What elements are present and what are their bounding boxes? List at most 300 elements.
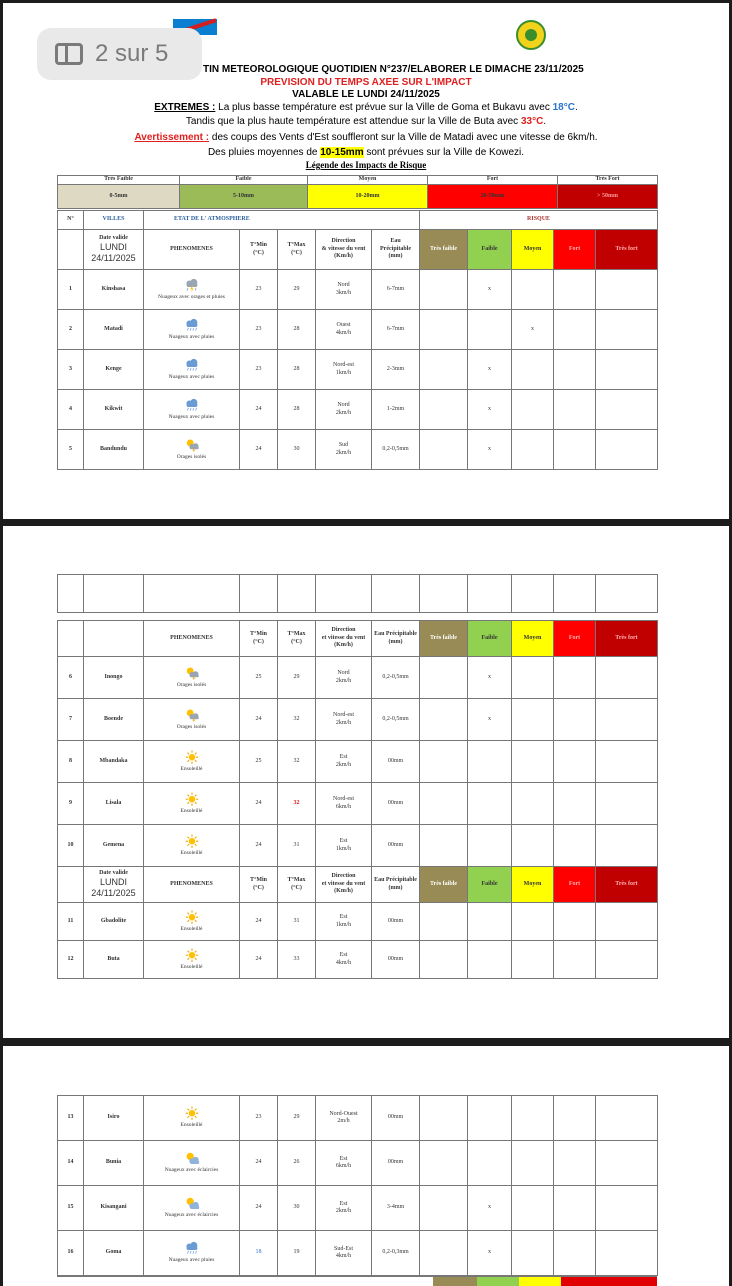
col-tmin: T°Min (°C)	[240, 230, 278, 270]
tmin-value: 24	[240, 783, 278, 825]
rain-value: 6-7mm	[372, 310, 420, 350]
rain-line	[3, 147, 729, 158]
warning-label: Avertissement :	[134, 132, 210, 143]
col-rain: Eau Précipitable (mm)	[372, 867, 420, 903]
risk-cell	[420, 270, 468, 310]
cloud-rain-icon	[183, 398, 201, 412]
storm-rain-icon	[183, 278, 201, 292]
page-indicator-badge[interactable]	[37, 28, 202, 80]
risk-legend-table	[57, 175, 658, 209]
phenomenon-cell	[144, 430, 240, 470]
risk-cell	[468, 741, 512, 783]
table-row	[58, 1231, 658, 1276]
row-number: 9	[58, 783, 84, 825]
risk-cell	[554, 390, 596, 430]
phenomenon-text: Ensoleillé	[180, 765, 203, 772]
table-row	[58, 310, 658, 350]
table-row	[58, 350, 658, 390]
extremes-text: La plus basse température est prévue sur la Ville de Goma et Bukavu avec	[215, 102, 553, 113]
extremes-min-value: 18°C	[552, 102, 575, 113]
tmin-value: 24	[240, 699, 278, 741]
city-name: Kisangani	[84, 1186, 144, 1231]
row-number: 12	[58, 941, 84, 979]
row-number: 16	[58, 1231, 84, 1276]
risk-cell	[596, 350, 658, 390]
risk-cell	[420, 390, 468, 430]
tmax-value: 31	[278, 903, 316, 941]
legend-level: Moyen	[308, 176, 428, 185]
risk-high-header: Fort	[554, 230, 596, 270]
wind-speed: 2m/h	[337, 1118, 350, 1124]
risk-medium-header: Moyen	[512, 867, 554, 903]
wind-speed: 1km/h	[335, 369, 352, 376]
city-name: Buta	[84, 941, 144, 979]
row-number: 6	[58, 657, 84, 699]
risk-cell	[596, 270, 658, 310]
legend-range: 5-10mm	[180, 185, 308, 209]
risk-cell	[420, 657, 468, 699]
wind-speed: 1km/h	[335, 845, 352, 852]
phenomenon-text: Ensoleillé	[180, 807, 203, 814]
risk-cell	[554, 699, 596, 741]
col-tmax: T°Max (°C)	[278, 621, 316, 657]
wind-cell	[316, 741, 372, 783]
wind-speed: 4km/h	[335, 329, 352, 336]
risk-mark: x	[468, 1186, 512, 1231]
col-rain: Eau Précipitable (mm)	[372, 621, 420, 657]
wind-speed: 6km/h	[335, 1163, 352, 1169]
rain-value: 10-15mm	[320, 147, 364, 158]
table-row	[58, 390, 658, 430]
empty-table-row	[57, 574, 658, 613]
phenomenon-cell	[144, 741, 240, 783]
risk-cell	[554, 657, 596, 699]
city-name: Isiro	[84, 1096, 144, 1141]
risk-cell	[512, 1141, 554, 1186]
risk-cell	[596, 941, 658, 979]
col-rain: Eau Précipitable (mm)	[372, 230, 420, 270]
phenomenon-text: Nuageux avec éclaircies	[164, 1212, 219, 1219]
wind-cell	[316, 783, 372, 825]
row-number: 2	[58, 310, 84, 350]
col-tmax: T°Max (°C)	[278, 867, 316, 903]
rain-value: 3-4mm	[372, 1186, 420, 1231]
phenomenon-text: Orages isolés	[176, 453, 207, 460]
phenomenon-text: Nuageux avec pluies	[168, 1257, 215, 1264]
phenomenon-text: Orages isolés	[176, 723, 207, 730]
rain-text-b: sont prévues sur la Ville de Kowezi.	[363, 147, 525, 158]
wind-direction: Nord-est	[333, 796, 354, 802]
col-no: N°	[58, 211, 84, 230]
phenomenon-cell	[144, 657, 240, 699]
risk-very-high-header: Très fort	[596, 867, 658, 903]
rain-value: 6-7mm	[372, 270, 420, 310]
rain-value: 00mm	[372, 1096, 420, 1141]
risk-cell	[554, 1096, 596, 1141]
rain-value: 0,2-0,3mm	[372, 1231, 420, 1276]
risk-cell	[468, 903, 512, 941]
bulletin-title: TIN METEOROLOGIQUE QUOTIDIEN N°237/ELABORER LE DIMACHE 23/11/2025	[203, 64, 584, 75]
city-name: Inongo	[84, 657, 144, 699]
tmax-value: 31	[278, 825, 316, 867]
high-temp-end: .	[543, 116, 547, 127]
forecast-table-2	[57, 620, 658, 979]
city-name: Kinshasa	[84, 270, 144, 310]
tmin-value: 24	[240, 941, 278, 979]
tmax-value: 28	[278, 390, 316, 430]
phenomenon-cell	[144, 903, 240, 941]
col-wind: Direction et vitesse du vent (Km/h)	[316, 867, 372, 903]
risk-mark: x	[468, 390, 512, 430]
table-row	[58, 783, 658, 825]
tmax-value: 28	[278, 310, 316, 350]
table-row	[58, 699, 658, 741]
risk-cell	[512, 1186, 554, 1231]
table-row	[58, 270, 658, 310]
wind-direction: Sud-Est	[333, 1245, 353, 1252]
rain-value: 00mm	[372, 741, 420, 783]
col-risque: RISQUE	[420, 211, 658, 230]
risk-cell	[596, 903, 658, 941]
phenomenon-cell	[144, 825, 240, 867]
table-row	[58, 825, 658, 867]
risk-cell	[596, 310, 658, 350]
high-temp-line	[3, 116, 729, 127]
rain-value: 00mm	[372, 825, 420, 867]
cloud-rain-icon	[183, 318, 201, 332]
tmin-value: 23	[240, 1096, 278, 1141]
tmin-value: 24	[240, 1141, 278, 1186]
risk-cell	[512, 1231, 554, 1276]
risk-cell	[512, 390, 554, 430]
phenomenon-text: Nuageux avec pluies	[168, 373, 215, 380]
wind-cell	[316, 657, 372, 699]
wind-cell	[316, 1186, 372, 1231]
pages-icon	[55, 43, 83, 65]
tmin-value: 25	[240, 741, 278, 783]
sun-icon	[183, 834, 201, 848]
phenomenon-cell	[144, 1231, 240, 1276]
row-number: 5	[58, 430, 84, 470]
risk-very-low-header: Très faible	[420, 230, 468, 270]
risk-cell	[512, 657, 554, 699]
wind-cell	[316, 310, 372, 350]
wind-direction: Nord	[337, 402, 350, 408]
wind-cell	[316, 941, 372, 979]
row-number: 4	[58, 390, 84, 430]
phenomenon-text: Nuageux avec éclaircies	[164, 1167, 219, 1174]
wind-cell	[316, 430, 372, 470]
risk-mark: x	[468, 430, 512, 470]
risk-cell	[512, 741, 554, 783]
phenomenon-cell	[144, 310, 240, 350]
col-tmin: T°Min (°C)	[240, 867, 278, 903]
risk-cell	[596, 825, 658, 867]
rain-value: 00mm	[372, 903, 420, 941]
risk-cell	[596, 1186, 658, 1231]
risk-medium-header: Moyen	[512, 621, 554, 657]
wind-speed: 6km/h	[335, 803, 352, 810]
tmax-value: 29	[278, 270, 316, 310]
tmax-value: 32	[278, 741, 316, 783]
row-number: 14	[58, 1141, 84, 1186]
risk-cell	[420, 1186, 468, 1231]
phenomenon-cell	[144, 270, 240, 310]
col-phenomenes: PHENOMENES	[144, 867, 240, 903]
wind-cell	[316, 270, 372, 310]
risk-medium-header: Moyen	[512, 230, 554, 270]
wind-cell	[316, 390, 372, 430]
rain-value: 1-2mm	[372, 390, 420, 430]
city-name: Gbadolite	[84, 903, 144, 941]
legend-range: 10-20mm	[308, 185, 428, 209]
risk-cell	[420, 1231, 468, 1276]
rain-value: 0,2-0,5mm	[372, 699, 420, 741]
wind-cell	[316, 1096, 372, 1141]
wind-cell	[316, 825, 372, 867]
col-phenomenes: PHENOMENES	[144, 621, 240, 657]
row-number: 3	[58, 350, 84, 390]
legend-level: Fort	[428, 176, 558, 185]
table-row	[58, 741, 658, 783]
legend-range: 20-50mm	[428, 185, 558, 209]
phenomenon-cell	[144, 783, 240, 825]
tmin-value: 24	[240, 825, 278, 867]
risk-cell	[420, 310, 468, 350]
phenomenon-text: Ensoleillé	[180, 925, 203, 932]
rain-value: 00mm	[372, 1141, 420, 1186]
risk-cell	[596, 657, 658, 699]
risk-mark: x	[468, 270, 512, 310]
wind-direction: Est	[339, 1155, 348, 1162]
risk-cell	[596, 430, 658, 470]
risk-cell	[554, 1141, 596, 1186]
risk-cell	[512, 270, 554, 310]
risk-cell	[468, 1096, 512, 1141]
risk-high-header: Fort	[554, 621, 596, 657]
wind-direction: Nord-est	[333, 362, 354, 368]
legend-title: Légende des Impacts de Risque	[305, 160, 427, 170]
table-row	[58, 1186, 658, 1231]
risk-very-low-header: Très faible	[420, 621, 468, 657]
row-number: 10	[58, 825, 84, 867]
wind-direction: Nord	[337, 282, 350, 288]
tmax-value: 33	[278, 941, 316, 979]
tmax-value: 30	[278, 1186, 316, 1231]
wind-direction: Nord	[337, 670, 350, 676]
wind-speed: 2km/h	[335, 677, 352, 684]
sun-icon	[183, 792, 201, 806]
sun-icon	[183, 910, 201, 924]
wind-cell	[316, 699, 372, 741]
risk-cell	[596, 1096, 658, 1141]
phenomenon-text: Orages isolés	[176, 681, 207, 688]
risk-cell	[596, 1231, 658, 1276]
validity-line: VALABLE LE LUNDI 24/11/2025	[292, 89, 440, 100]
risk-cell	[554, 783, 596, 825]
table-row	[58, 1096, 658, 1141]
col-etat: ETAT DE L' ATMOSPHERE	[144, 211, 420, 230]
risk-cell	[512, 350, 554, 390]
document-page-1	[3, 3, 729, 519]
city-name: Goma	[84, 1231, 144, 1276]
rain-value: 00mm	[372, 783, 420, 825]
tmax-value: 29	[278, 1096, 316, 1141]
risk-mark: x	[468, 350, 512, 390]
city-name: Lisala	[84, 783, 144, 825]
phenomenon-cell	[144, 350, 240, 390]
risk-cell	[554, 825, 596, 867]
phenomenon-text: Nuageux avec pluies	[168, 333, 215, 340]
row-number: 8	[58, 741, 84, 783]
table-row	[58, 1141, 658, 1186]
city-name: Bunia	[84, 1141, 144, 1186]
tmax-value: 28	[278, 350, 316, 390]
risk-cell	[420, 699, 468, 741]
risk-cell	[468, 1141, 512, 1186]
table-row	[58, 903, 658, 941]
document-page-3	[3, 1046, 729, 1286]
col-wind: Direction & vitesse du vent (Km/h)	[316, 230, 372, 270]
phenomenon-text: Ensoleillé	[180, 963, 203, 970]
legend-range: 0-5mm	[58, 185, 180, 209]
tmin-value: 23	[240, 310, 278, 350]
risk-high-header: Fort	[554, 867, 596, 903]
city-name: Matadi	[84, 310, 144, 350]
tmax-value: 32	[278, 783, 316, 825]
rain-text-a: Des pluies moyennes de	[207, 147, 321, 158]
risk-cell	[420, 350, 468, 390]
city-name: Boende	[84, 699, 144, 741]
row-number: 15	[58, 1186, 84, 1231]
table-row	[58, 430, 658, 470]
rain-value: 00mm	[372, 941, 420, 979]
risk-cell	[512, 825, 554, 867]
rain-value: 0,2-0,5mm	[372, 657, 420, 699]
phenomenon-text: Nuageux avec pluies	[168, 413, 215, 420]
risk-mark: x	[468, 657, 512, 699]
date-cell: Date valide LUNDI 24/11/2025	[84, 230, 144, 270]
risk-cell	[420, 1096, 468, 1141]
wind-speed: 2km/h	[335, 409, 352, 416]
warning-line	[3, 132, 729, 143]
wind-direction: Est	[339, 838, 348, 844]
risk-cell	[554, 310, 596, 350]
tmin-value: 24	[240, 1186, 278, 1231]
sun-cloud-icon	[183, 1196, 201, 1210]
forecast-table-3	[57, 1095, 658, 1276]
risk-cell	[420, 941, 468, 979]
risk-cell	[554, 270, 596, 310]
table-row	[58, 941, 658, 979]
risk-low-header: Faible	[468, 867, 512, 903]
rain-value: 2-3mm	[372, 350, 420, 390]
risk-very-low-header: Très faible	[420, 867, 468, 903]
phenomenon-text: Nuageux avec orages et pluies	[158, 293, 225, 300]
wind-direction: Ouest	[336, 322, 351, 328]
city-name: Kenge	[84, 350, 144, 390]
risk-cell	[468, 310, 512, 350]
phenomenon-cell	[144, 390, 240, 430]
wind-cell	[316, 903, 372, 941]
risk-cell	[596, 390, 658, 430]
risk-cell	[554, 1231, 596, 1276]
wind-speed: 4km/h	[335, 1253, 352, 1259]
risk-cell	[512, 430, 554, 470]
risk-cell	[420, 825, 468, 867]
extremes-label: EXTREMES :	[154, 102, 216, 113]
sun-cloud-icon	[183, 1151, 201, 1165]
risk-cell	[512, 941, 554, 979]
risk-cell	[554, 350, 596, 390]
document-page-2	[3, 526, 729, 1038]
extremes-line	[3, 102, 729, 113]
risk-cell	[596, 741, 658, 783]
col-villes: VILLES	[84, 211, 144, 230]
tmax-value: 19	[278, 1231, 316, 1276]
tmin-value: 23	[240, 270, 278, 310]
tmin-value: 23	[240, 350, 278, 390]
city-name: Bandundu	[84, 430, 144, 470]
wind-direction: Est	[339, 754, 348, 760]
sun-icon	[183, 1106, 201, 1120]
risk-cell	[468, 825, 512, 867]
agency-logo	[516, 20, 546, 50]
risk-cell	[512, 699, 554, 741]
legend-range: > 50mm	[558, 185, 658, 209]
risk-cell	[512, 1096, 554, 1141]
wind-direction: Nord-est	[333, 712, 354, 718]
city-name: Mbandaka	[84, 741, 144, 783]
next-table-edge	[57, 1276, 657, 1286]
risk-mark: x	[468, 1231, 512, 1276]
row-number: 11	[58, 903, 84, 941]
row-number: 7	[58, 699, 84, 741]
tmin-value: 24	[240, 430, 278, 470]
wind-speed: 2km/h	[335, 1208, 352, 1214]
risk-cell	[512, 783, 554, 825]
tmax-value: 32	[278, 699, 316, 741]
risk-cell	[554, 430, 596, 470]
phenomenon-text: Ensoleillé	[180, 1122, 203, 1129]
wind-cell	[316, 1231, 372, 1276]
city-name: Gemena	[84, 825, 144, 867]
phenomenon-cell	[144, 1186, 240, 1231]
sun-storm-icon	[183, 438, 201, 452]
tmin-value: 24	[240, 390, 278, 430]
phenomenon-cell	[144, 1141, 240, 1186]
cloud-rain-icon	[183, 358, 201, 372]
wind-direction: Nord-Ouest	[329, 1110, 358, 1117]
phenomenon-text: Ensoleillé	[180, 849, 203, 856]
wind-speed: 3km/h	[335, 289, 352, 296]
risk-cell	[554, 903, 596, 941]
wind-cell	[316, 350, 372, 390]
forecast-table-1	[57, 210, 658, 470]
tmin-value: 24	[240, 903, 278, 941]
sun-storm-icon	[183, 666, 201, 680]
page-indicator-text: 2 sur 5	[95, 40, 169, 67]
legend-level: Très Fort	[558, 176, 658, 185]
wind-speed: 2km/h	[335, 719, 352, 726]
city-name: Kikwit	[84, 390, 144, 430]
wind-cell	[316, 1141, 372, 1186]
phenomenon-cell	[144, 699, 240, 741]
warning-text: des coups des Vents d'Est souffleront sur la Ville de Matadi avec une vitesse de 6km/h.	[209, 132, 598, 143]
risk-cell	[420, 783, 468, 825]
row-number: 1	[58, 270, 84, 310]
col-phenomenes: PHENOMENES	[144, 230, 240, 270]
